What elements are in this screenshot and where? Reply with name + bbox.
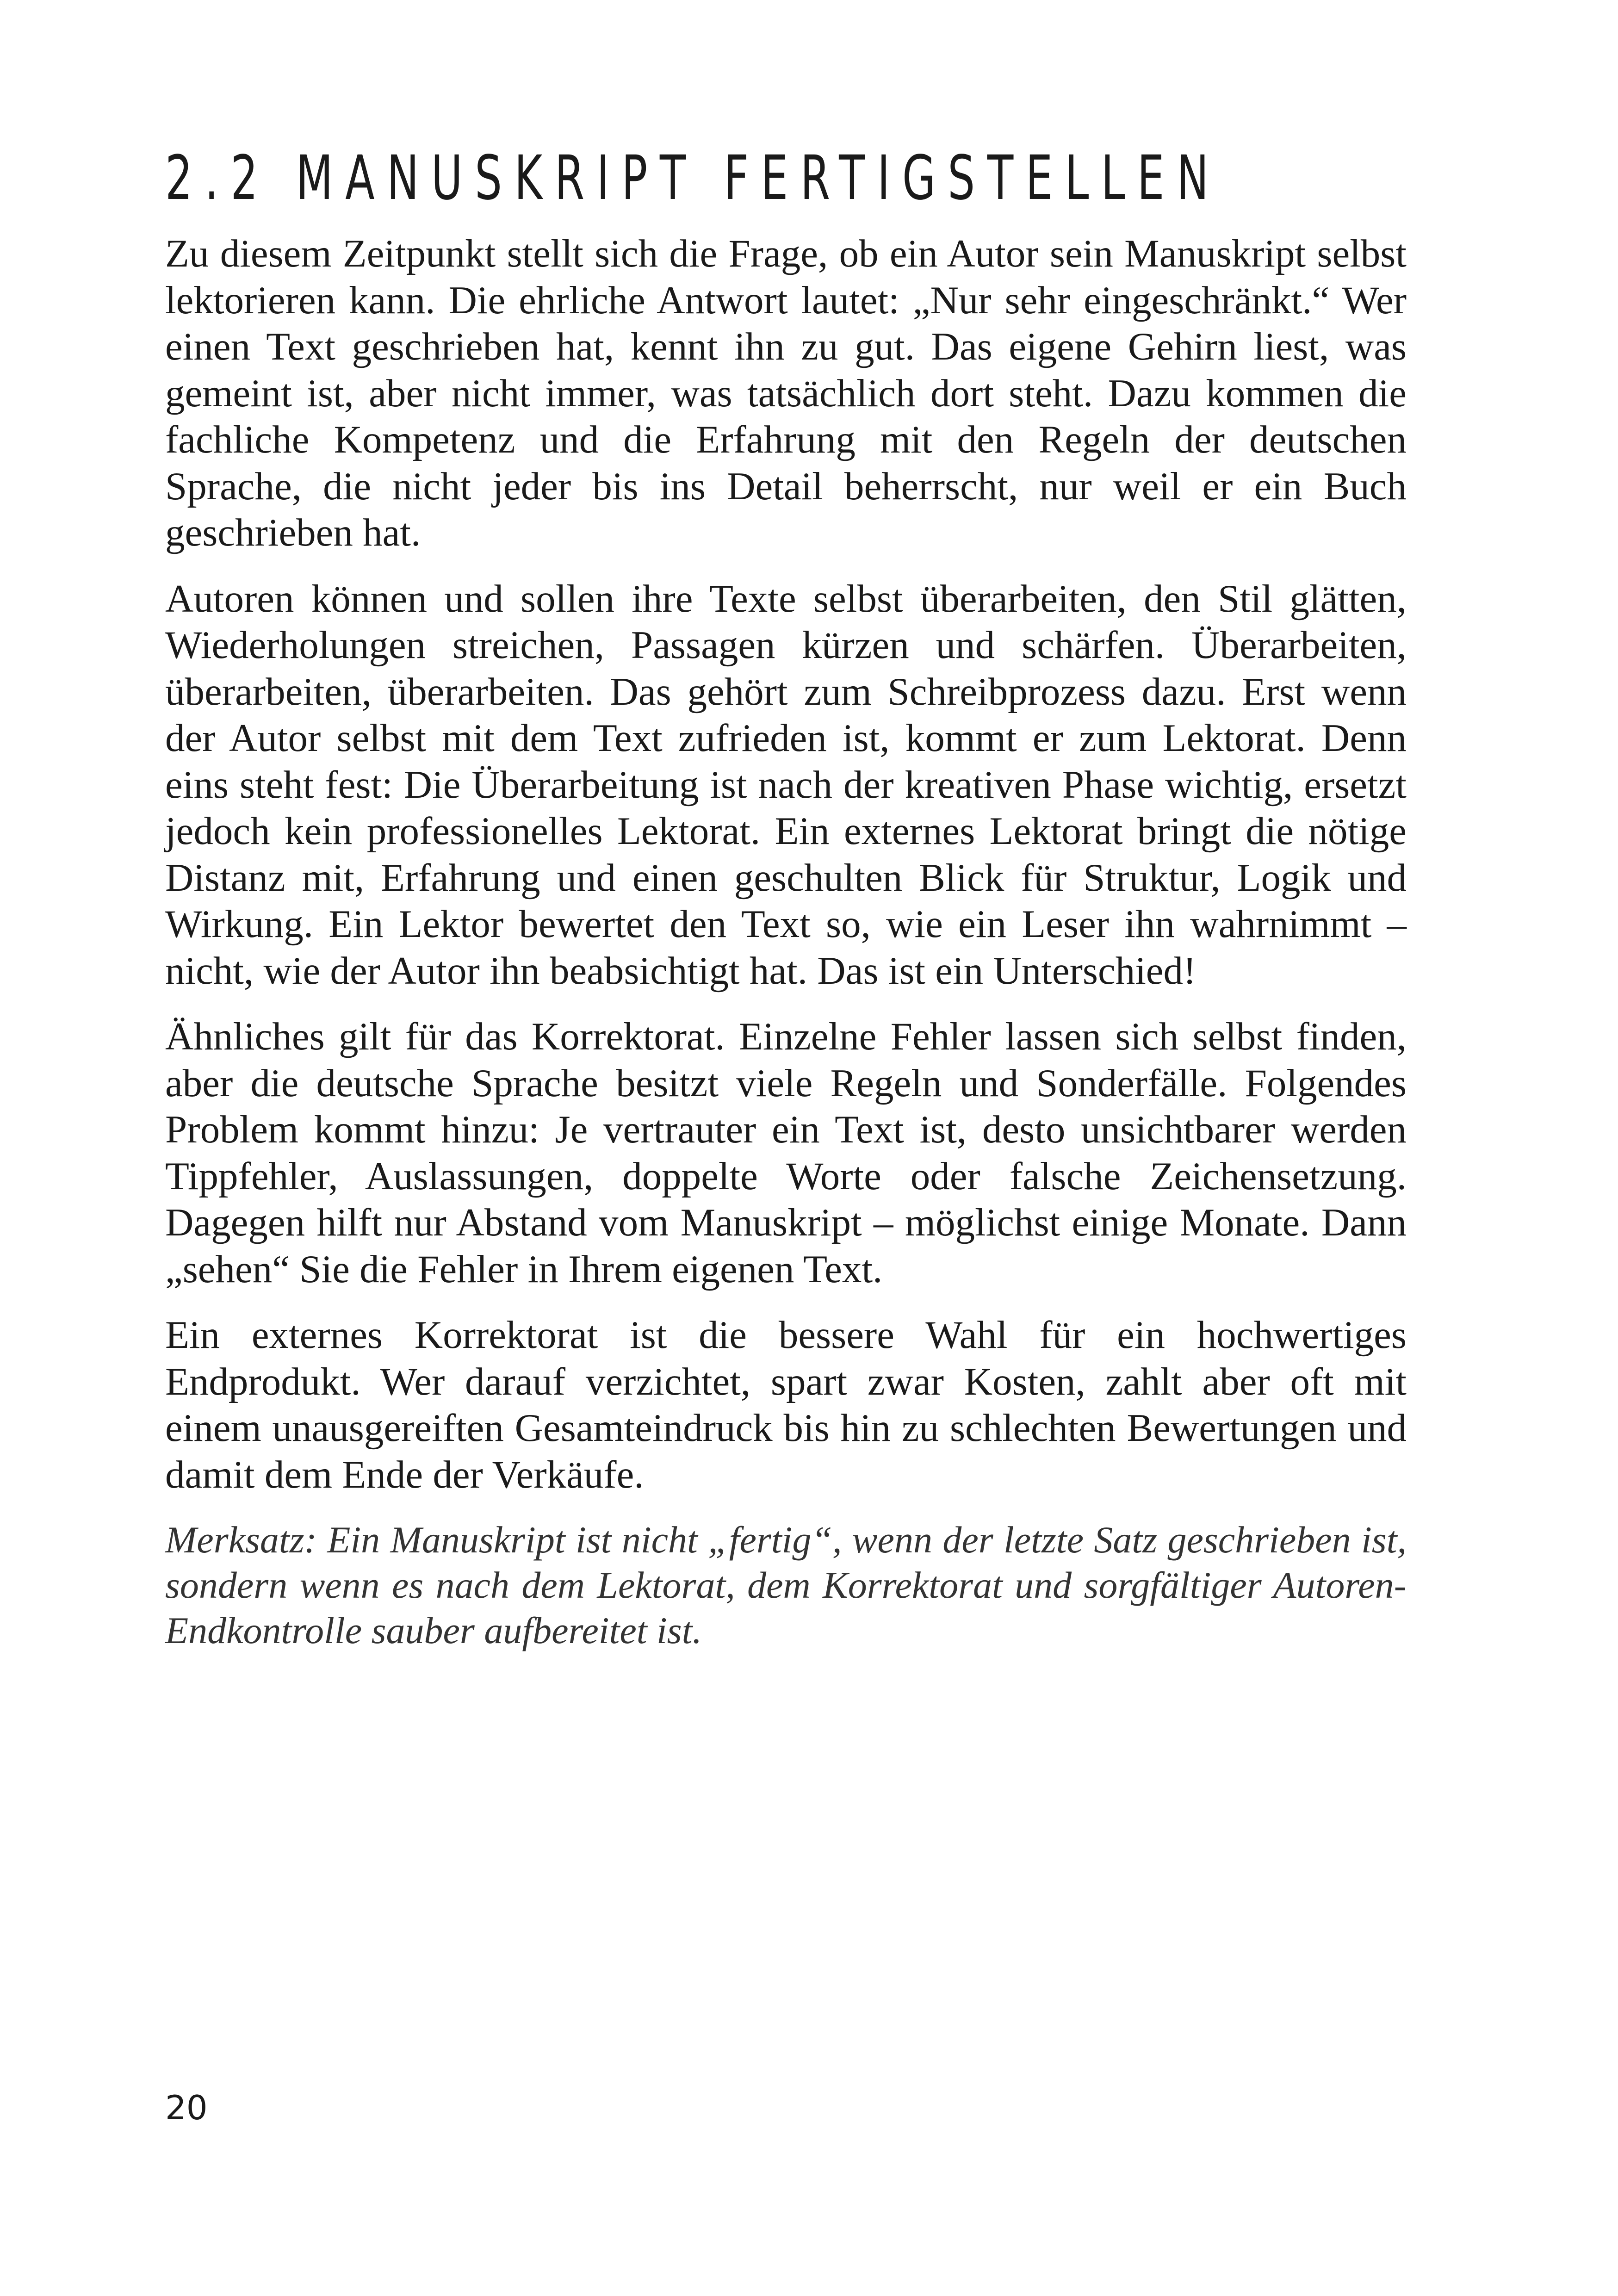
- paragraph-3: Ähnliches gilt für das Korrektorat. Einzelne Fehler lassen sich selbst finden, aber die deutsche Sprache besitzt viele Regeln und Sonderfälle. Folgendes Problem kommt hinzu: Je vertrauter ein Text ist, desto unsichtbarer werden Tippfehler, Auslassungen, doppelte Worte oder falsche Zeichensetzung. Dagegen hilft nur Abstand vom Manuskript – möglichst einige Monate. Dann „sehen“ Sie die Fehler in Ihrem eigenen Text.: [165, 1015, 1407, 1291]
- paragraph-2: Autoren können und sollen ihre Texte selbst überarbeiten, den Stil glätten, Wiederholungen streichen, Passagen kürzen und schärfen. Überarbeiten, überarbeiten, überarbeiten. Das gehört zum Schreibprozess dazu. Erst wenn der Autor selbst mit dem Text zufrieden ist, kommt er zum Lektorat. Denn eins steht fest: Die Überarbeitung ist nach der kreativen Phase wichtig, ersetzt jedoch kein professionelles Lektorat. Ein externes Lektorat bringt die nötige Distanz mit, Erfahrung und einen geschulten Blick für Struktur, Logik und Wirkung. Ein Lektor bewertet den Text so, wie ein Leser ihn wahrnimmt – nicht, wie der Autor ihn beabsichtigt hat. Das ist ein Unterschied!: [165, 577, 1407, 993]
- maxim-note: Merksatz: Ein Manuskript ist nicht „fertig“, wenn der letzte Satz geschrieben ist, sondern wenn es nach dem Lektorat, dem Korrektorat und sorgfältiger Autoren-Endkontrolle sauber aufbereitet ist.: [165, 1519, 1407, 1651]
- paragraph-4: Ein externes Korrektorat ist die bessere Wahl für ein hochwertiges Endprodukt. Wer darauf verzichtet, spart zwar Kosten, zahlt aber oft mit einem unausgereiften Gesamteindruck bis hin zu schlechten Bewertungen und damit dem Ende der Verkäufe.: [165, 1313, 1407, 1496]
- page-body: [165, 139, 1407, 1653]
- section-heading: 2.2 MANUSKRIPT FERTIGSTELLEN: [165, 143, 1221, 214]
- page-number: 20: [165, 2088, 208, 2127]
- paragraph-1: Zu diesem Zeitpunkt stellt sich die Frage, ob ein Autor sein Manuskript selbst lektorieren kann. Die ehrliche Antwort lautet: „Nur sehr eingeschränkt.“ Wer einen Text geschrieben hat, kennt ihn zu gut. Das eigene Gehirn liest, was gemeint ist, aber nicht immer, was tatsächlich dort steht. Dazu kommen die fachliche Kompetenz und die Erfahrung mit den Regeln der deutschen Sprache, die nicht jeder bis ins Detail beherrscht, nur weil er ein Buch geschrieben hat.: [165, 232, 1407, 554]
